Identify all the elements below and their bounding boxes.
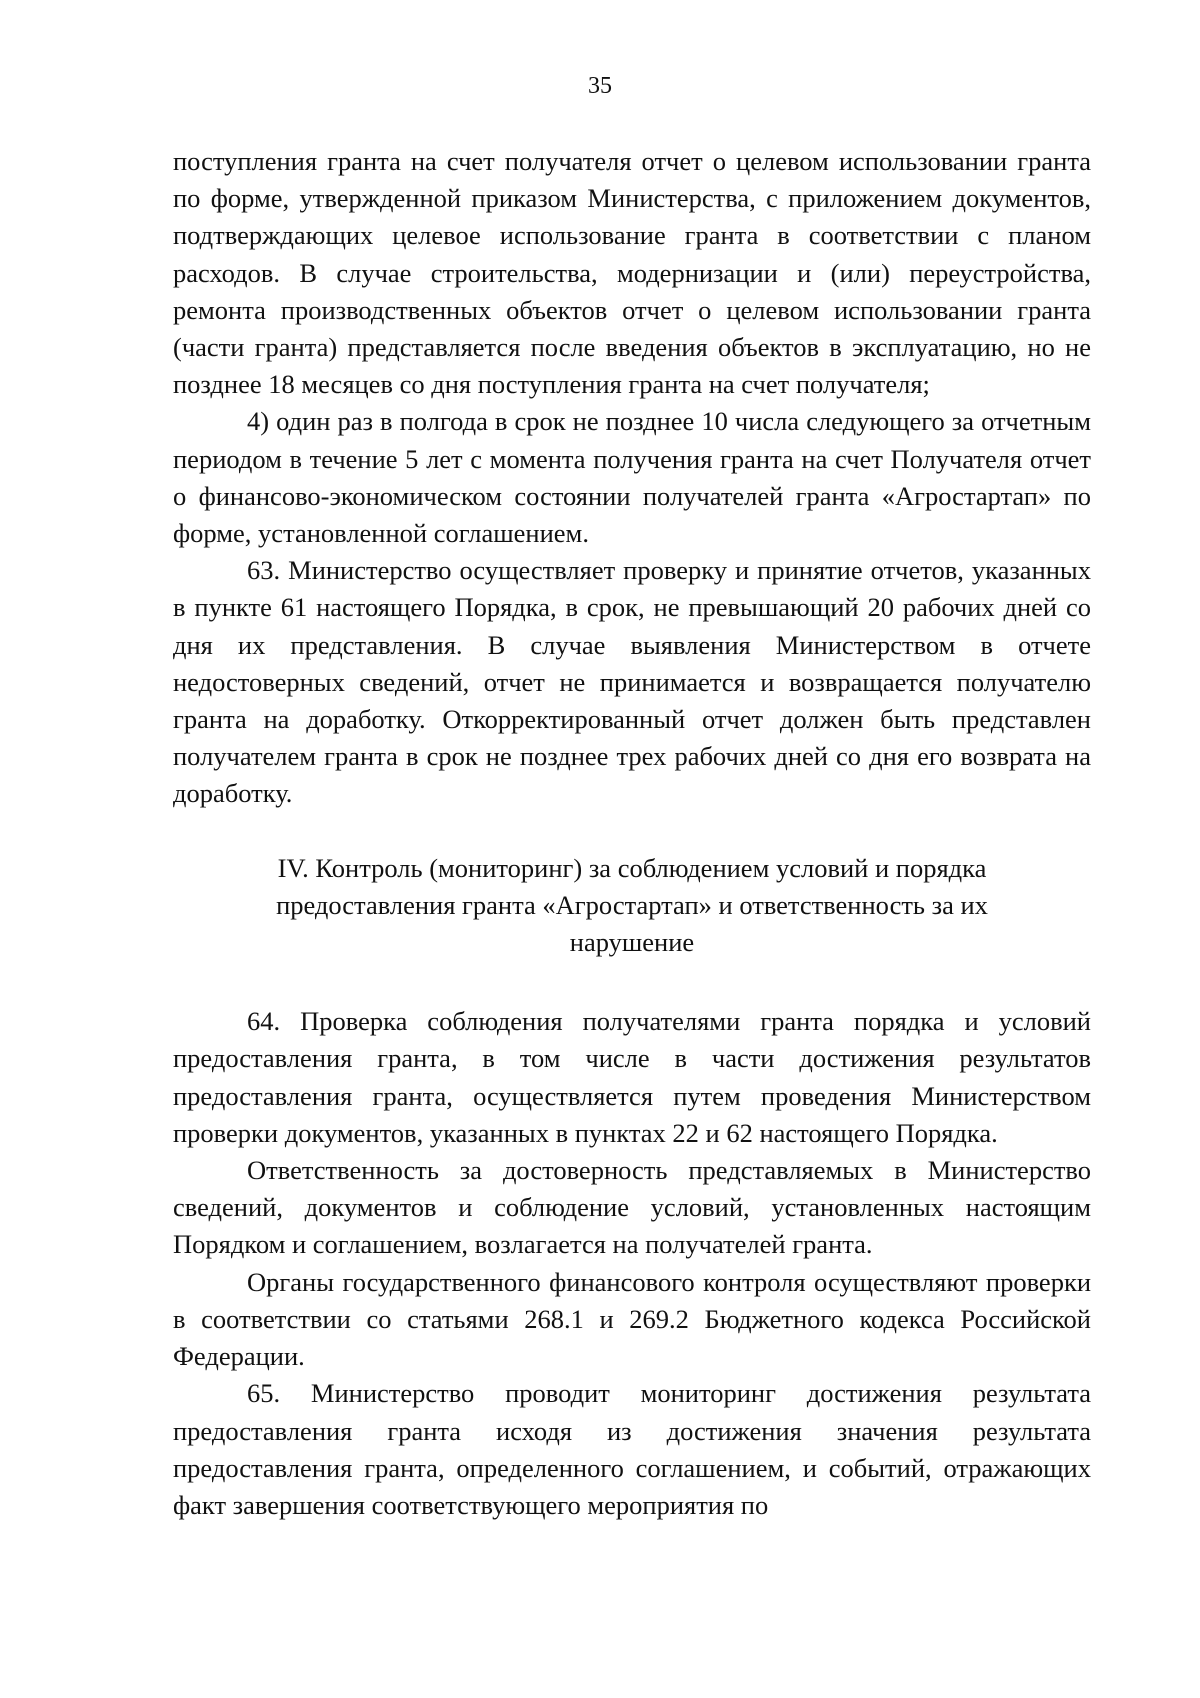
section-heading-line-2: предоставления гранта «Агростартап» и ответственность за их [276, 889, 988, 920]
paragraph-65: 65. Министерство проводит мониторинг достижения результата предоставления гранта исходя из достижения значения результата предоставления гранта, определенного соглашением, и событий, отражающих факт завершения соответствующего мероприятия по [173, 1378, 1091, 1520]
section-heading [173, 850, 1091, 962]
paragraph-item-4: 4) один раз в полгода в срок не позднее 10 числа следующего за отчетным периодом в течение 5 лет с момента получения гранта на счет Получателя отчет о финансово-экономическом состоянии получателей гранта «Агростартап» по форме, установленной соглашением. [173, 406, 1091, 549]
paragraph-responsibility: Ответственность за достоверность представляемых в Министерство сведений, документов и соблюдение условий, установленных настоящим Порядком и соглашением, возлагается на получателей гранта. [173, 1155, 1091, 1260]
paragraph-financial-control: Органы государственного финансового контроля осуществляют проверки в соответствии со статьями 268.1 и 269.2 Бюджетного кодекса Российской Федерации. [173, 1266, 1091, 1372]
page-number: 35 [588, 73, 612, 99]
document-body [173, 143, 1091, 1524]
section-heading-line-3: нарушение [569, 927, 695, 958]
paragraph-64: 64. Проверка соблюдения получателями гранта порядка и условий предоставления гранта, в том числе в части достижения результатов предоставления гранта, осуществляется путем проведения Министерством проверки документов, указанных в пунктах 22 и 62 настоящего Порядка. [173, 1006, 1091, 1148]
paragraph-continuation: поступления гранта на счет получателя отчет о целевом использовании гранта по форме, утвержденной приказом Министерства, с приложением документов, подтверждающих целевое использование гранта в соответствии с планом расходов. В случае строительства, модернизации и (или) переустройства, ремонта производственных объектов отчет о целевом использовании гранта (части гранта) представляется после введения объектов в эксплуатацию, но не позднее 18 месяцев со дня поступления гранта на счет получателя; [173, 146, 1091, 400]
paragraph-63: 63. Министерство осуществляет проверку и принятие отчетов, указанных в пункте 61 настоящего Порядка, в срок, не превышающий 20 рабочих дней со дня их представления. В случае выявления Министерством в отчете недостоверных сведений, отчет не принимается и возвращается получателю гранта на доработку. Откорректированный отчет должен быть представлен получателем гранта в срок не позднее трех рабочих дней со дня его возврата на доработку. [173, 555, 1091, 809]
section-heading-line-1: IV. Контроль (мониторинг) за соблюдением условий и порядка [277, 852, 987, 883]
